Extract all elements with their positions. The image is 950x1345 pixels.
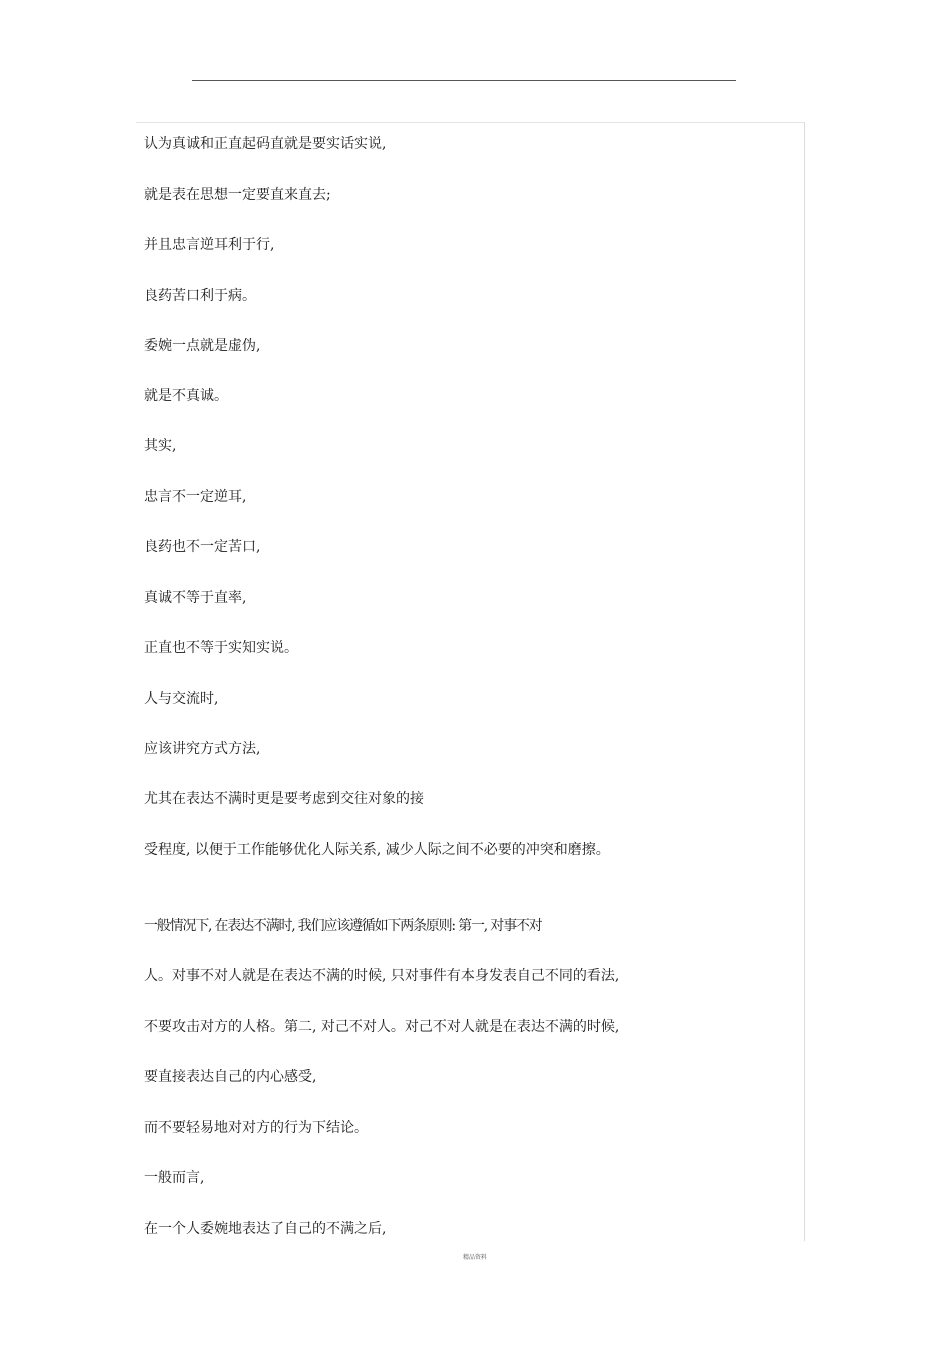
paragraph-line: 在一个人委婉地表达了自己的不满之后, — [144, 1221, 387, 1237]
paragraph-line: 而不要轻易地对对方的行为下结论。 — [144, 1120, 368, 1136]
paragraph-line: 受程度, 以便于工作能够优化人际关系, 减少人际之间不必要的冲突和磨擦。 — [144, 842, 610, 858]
paragraph-line: 一般情况下, 在表达不满时, 我们应该遵循如下两条原则: 第一, 对事不对 — [144, 918, 542, 934]
paragraph-line: 要直接表达自己的内心感受, — [144, 1069, 317, 1085]
paragraph-line: 就是表在思想一定要直来直去; — [144, 187, 331, 203]
paragraph-line: 并且忠言逆耳利于行, — [144, 237, 275, 253]
paragraph-line: 忠言不一定逆耳, — [144, 489, 247, 505]
paragraph-line: 就是不真诚。 — [144, 388, 228, 404]
header-rule — [192, 80, 736, 81]
paragraph-line: 一般而言, — [144, 1170, 205, 1186]
paragraph-line: 其实, — [144, 438, 177, 454]
paragraph-line: 尤其在表达不满时更是要考虑到交往对象的接 — [144, 791, 424, 807]
paragraph-line: 应该讲究方式方法, — [144, 741, 261, 757]
paragraph-line: 正直也不等于实知实说。 — [144, 640, 298, 656]
document-body — [136, 122, 805, 1241]
paragraph-line: 不要攻击对方的人格。第二, 对己不对人。对己不对人就是在表达不满的时候, — [144, 1019, 620, 1035]
paragraph-line: 认为真诚和正直起码直就是要实话实说, — [144, 136, 387, 152]
page-footer: 精品资料 — [462, 1254, 487, 1261]
paragraph-line: 良药也不一定苦口, — [144, 539, 261, 555]
paragraph-line: 良药苦口利于病。 — [144, 288, 256, 304]
paragraph-line: 委婉一点就是虚伪, — [144, 338, 261, 354]
paragraph-line: 真诚不等于直率, — [144, 590, 247, 606]
paragraph-line: 人与交流时, — [144, 691, 219, 707]
paragraph-line: 人。对事不对人就是在表达不满的时候, 只对事件有本身发表自己不同的看法, — [144, 968, 620, 984]
